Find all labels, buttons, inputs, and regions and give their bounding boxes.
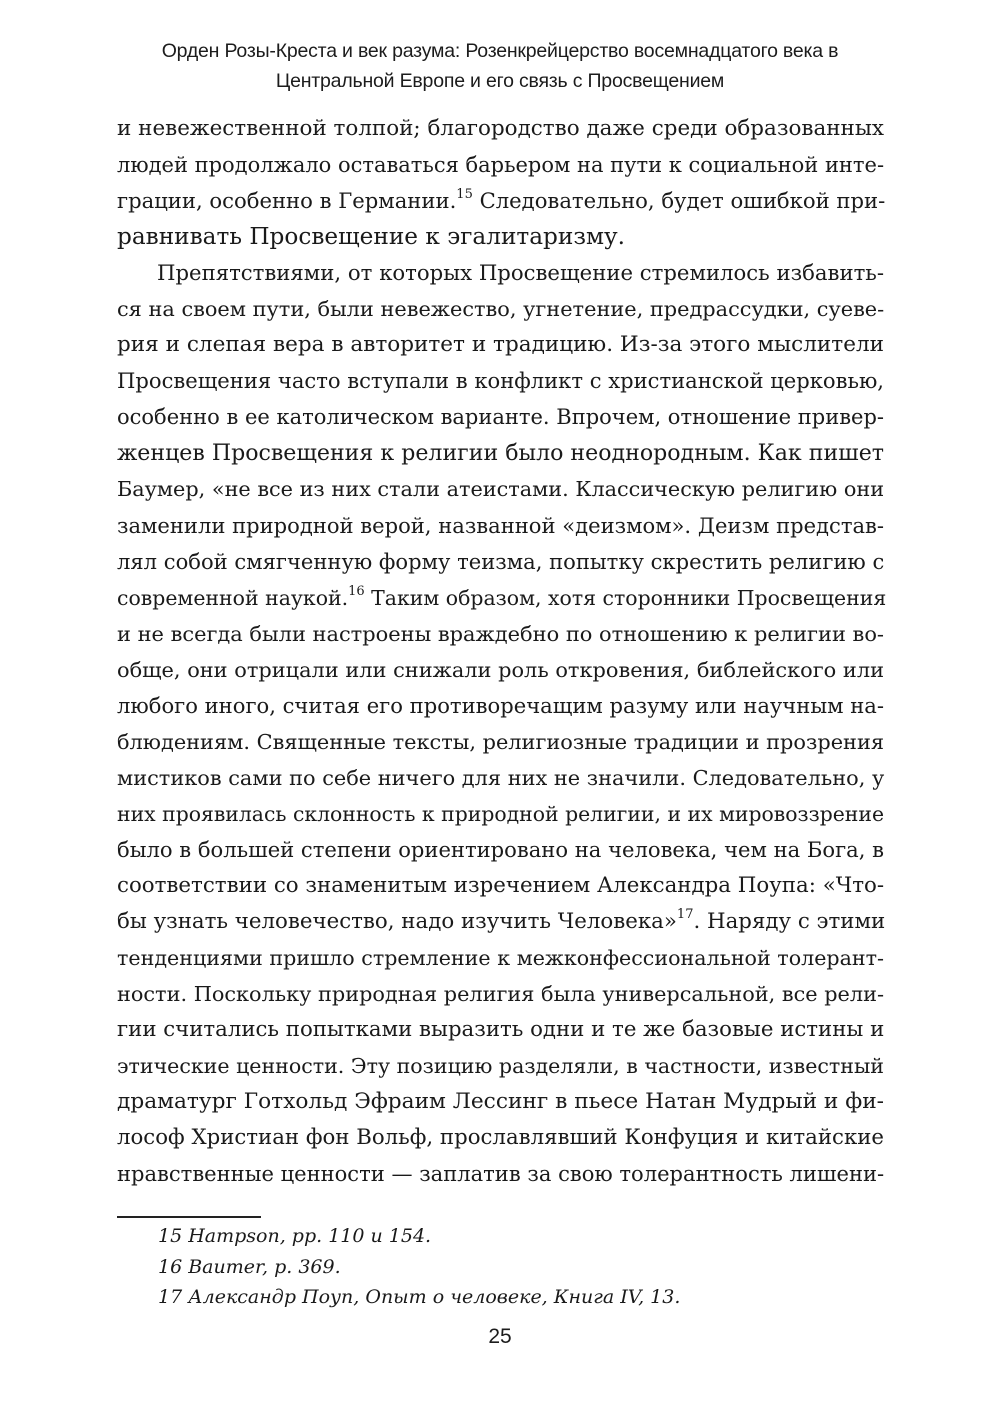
text-line: женцев Просвещения к религии было неоднородным. Как пишет [117, 440, 884, 467]
text-line: заменили природной верой, названной «деизмом». Деизм представ- [117, 512, 884, 538]
text-line: нравственные ценности — заплатив за свою толерантность лишени- [117, 1161, 885, 1187]
running-header-line-2: Центральной Европе и его связь с Просвещением [275, 70, 725, 92]
text-line: ся на своем пути, были невежество, угнетение, предрассудки, суеве- [117, 297, 885, 322]
footnote-16: 16 Baumer, p. 369. [158, 1255, 341, 1278]
body-text [117, 111, 887, 1192]
text-line: особенно в ее католическом варианте. Впрочем, отношение привер- [117, 404, 884, 430]
footnote-ref-17[interactable]: 17 [676, 907, 694, 923]
text-line: лял собой смягченную форму теизма, попытку скрестить религию с [117, 548, 885, 574]
footnote-15: 15 Hampson, pp. 110 и 154. [158, 1225, 432, 1247]
text-line: ности. Поскольку природная религия была универсальной, все рели- [117, 982, 884, 1007]
text-line: блюдениям. Священные тексты, религиозные традиции и прозрения [117, 729, 885, 754]
footnote-divider [117, 1216, 261, 1218]
text-line: мистиков сами по себе ничего для них не значили. Следовательно, у [117, 765, 885, 790]
text-line: драматург Готхольд Эфраим Лессинг в пьесе Натан Мудрый и фи- [117, 1089, 884, 1115]
text-line: было в большей степени ориентировано на человека, чем на Бога, в [117, 836, 884, 862]
text-line: современной наукой.$^{16}$ Таким образом, хотя сторонники Просвещения [117, 583, 887, 610]
footnote-ref-15[interactable]: 15 [456, 187, 473, 203]
text-line: рия и слепая вера в авторитет и традицию. Из-за этого мыслители [117, 332, 884, 358]
text-line: людей продолжало оставаться барьером на пути к социальной инте- [117, 153, 885, 178]
text-line: Просвещения часто вступали в конфликт с христианской церковью, [117, 368, 884, 394]
text-line: гии считались попытками выразить одни и те же базовые истины и [117, 1017, 885, 1043]
text-line: соответствии со знаменитым изречением Александра Поупа: «Что- [117, 872, 885, 898]
text-line: любого иного, считая его противоречащим разуму или научным на- [117, 692, 884, 718]
page-number: 25 [488, 1325, 512, 1348]
text-line: обще, они отрицали или снижали роль откровения, библейского или [117, 657, 884, 682]
text-line: равнивать Просвещение к эгалитаризму. [117, 223, 626, 251]
footnote-17: 17 Александр Поуп, Опыт о человеке, Книга IV, 13. [158, 1286, 681, 1308]
running-header-line-1: Орден Розы-Креста и век разума: Розенкрейцерство восемнадцатого века в [161, 40, 839, 62]
text-line: грации, особенно в Германии.$^{15}$ Следовательно, будет ошибкой при- [117, 187, 886, 214]
text-line: тенденциями пришло стремление к межконфессиональной толерант- [117, 946, 884, 971]
footnote-ref-16[interactable]: 16 [348, 583, 365, 599]
text-line: и невежественной толпой; благородство даже среди образованных [117, 116, 884, 141]
text-line: бы узнать человечество, надо изучить Человека»$^{17}$. Наряду с этими [117, 907, 886, 935]
text-line: Баумер, «не все из них стали атеистами. Классическую религию они [117, 477, 885, 502]
text-line: лософ Христиан фон Вольф, прославлявший Конфуция и китайские [117, 1125, 884, 1151]
running-header [160, 36, 840, 96]
footnotes [158, 1221, 878, 1313]
text-line: и не всегда были настроены враждебно по отношению к религии во- [117, 621, 884, 646]
text-line: них проявилась склонность к природной религии, и их мировоззрение [117, 801, 884, 826]
text-line-paragraph-start: Препятствиями, от которых Просвещение стремилось избавить- [157, 260, 884, 286]
text-line: этические ценности. Эту позицию разделяли, в частности, известный [117, 1054, 884, 1079]
